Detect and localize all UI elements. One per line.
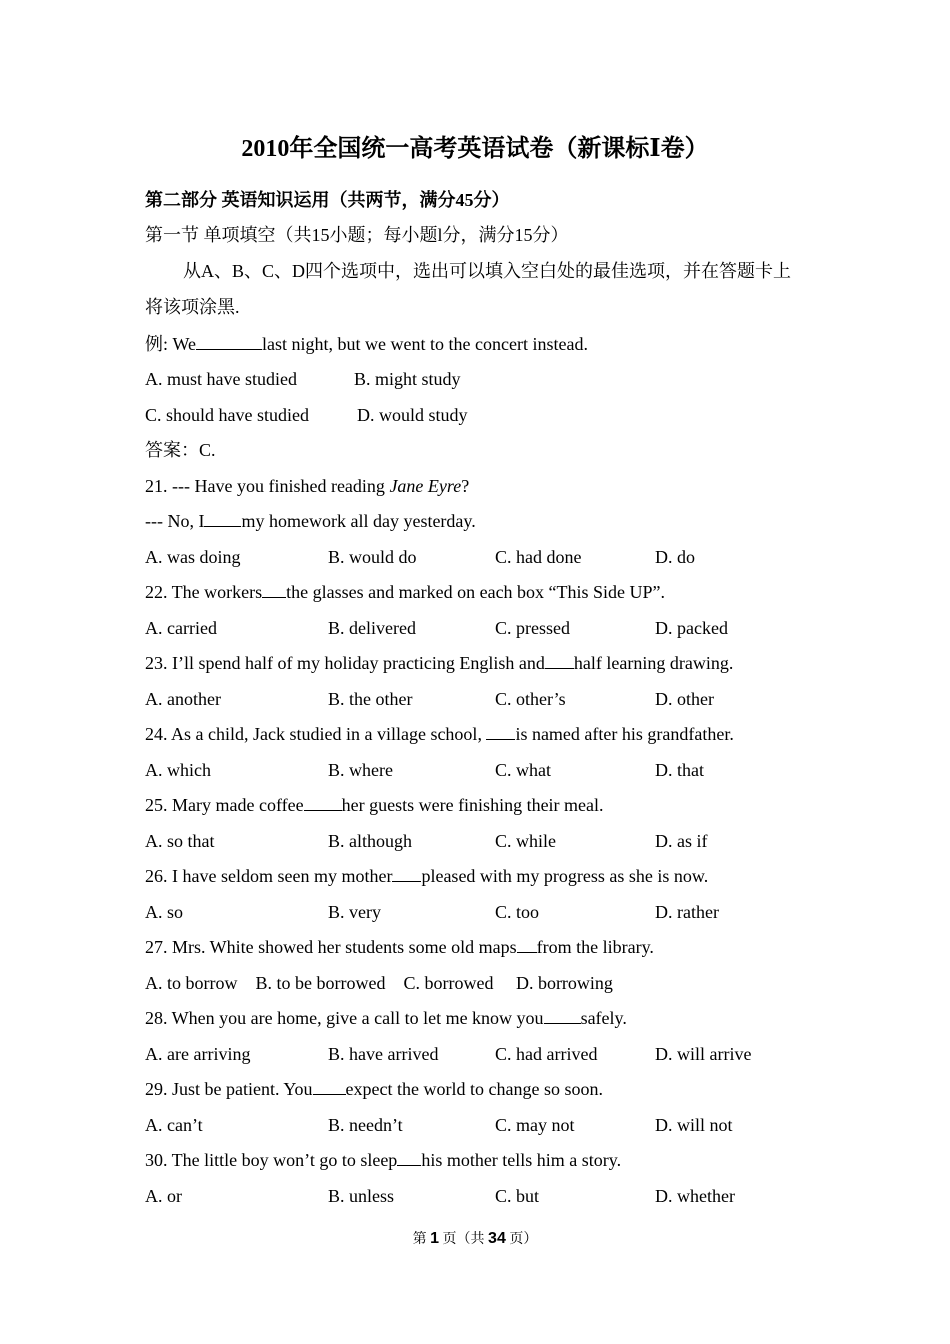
answer-blank: [544, 1005, 581, 1024]
question-29-stem: [145, 1076, 603, 1102]
option-a: A. another: [145, 689, 221, 709]
question-23-after: half learning drawing.: [573, 653, 734, 673]
option-b: B. the other: [328, 689, 413, 709]
option-d: D. that: [655, 760, 704, 780]
answer-blank: [196, 331, 262, 350]
question-23-stem: [145, 650, 733, 676]
answer-blank: [304, 792, 342, 811]
question-25-after: her guests were finishing their meal.: [341, 795, 604, 815]
page-number: 1: [430, 1230, 440, 1247]
option-b: B. have arrived: [328, 1044, 439, 1064]
question-27-options: A. to borrow B. to be borrowed C. borrowed D. borrowing: [145, 973, 613, 993]
example-stem: [145, 331, 588, 357]
page-title: 2010年全国统一高考英语试卷（新课标Ⅰ卷）: [241, 136, 709, 162]
option-a: A. so that: [145, 831, 215, 851]
option-b: B. very: [328, 902, 381, 922]
question-27-stem: [145, 934, 654, 960]
option-a: A. was doing: [145, 547, 241, 567]
question-30-before: 30. The little boy won’t go to sleep: [145, 1150, 398, 1170]
question-22-after: the glasses and marked on each box “This Side UP”.: [286, 582, 666, 602]
option-d: D. rather: [655, 902, 719, 922]
example-option-b: B. might study: [354, 369, 461, 389]
question-21-stem: [145, 473, 469, 499]
question-21-text: 21. --- Have you finished reading: [145, 476, 390, 496]
option-d: D. will not: [655, 1115, 733, 1135]
section-heading: 第一节 单项填空（共15小题；每小题l分，满分15分）: [145, 225, 569, 245]
answer-blank: [262, 579, 286, 598]
example-option-a: A. must have studied: [145, 369, 297, 389]
question-22-before: 22. The workers: [145, 582, 263, 602]
footer-text: 页（共: [439, 1232, 489, 1247]
option-c: C. had done: [495, 547, 582, 567]
question-21-response-before: --- No, I: [145, 511, 205, 531]
option-c: C. while: [495, 831, 556, 851]
option-c: C. pressed: [495, 618, 570, 638]
question-30-stem: [145, 1147, 621, 1173]
question-26-stem: [145, 863, 708, 889]
option-b: B. needn’t: [328, 1115, 403, 1135]
question-28-stem: [145, 1005, 627, 1031]
option-c: C. too: [495, 902, 540, 922]
answer-blank: [397, 1147, 421, 1166]
part-heading: 第二部分 英语知识运用（共两节，满分45分）: [145, 190, 510, 210]
question-28-after: safely.: [580, 1008, 627, 1028]
question-21-response-after: my homework all day yesterday.: [241, 511, 476, 531]
option-c: C. other’s: [495, 689, 566, 709]
option-a: A. so: [145, 902, 184, 922]
page-total: 34: [488, 1230, 506, 1247]
answer-blank: [313, 1076, 346, 1095]
option-d: D. do: [655, 547, 695, 567]
question-24-before: 24. As a child, Jack studied in a village school,: [145, 724, 487, 744]
option-a: A. or: [145, 1186, 182, 1206]
answer-blank: [204, 508, 241, 527]
option-b: B. although: [328, 831, 412, 851]
question-25-before: 25. Mary made coffee: [145, 795, 304, 815]
option-a: A. can’t: [145, 1115, 203, 1135]
question-22-stem: [145, 579, 665, 605]
option-b: B. where: [328, 760, 393, 780]
example-stem-after: last night, but we went to the concert instead.: [262, 334, 588, 354]
footer-text: 页）: [505, 1232, 538, 1247]
question-29-after: expect the world to change so soon.: [345, 1079, 603, 1099]
option-d: D. packed: [655, 618, 728, 638]
question-25-stem: [145, 792, 604, 818]
answer-blank: [392, 863, 421, 882]
instructions-line-2: 将该项涂黑.: [145, 297, 240, 317]
question-23-before: 23. I’ll spend half of my holiday practicing English and: [145, 653, 545, 673]
question-28-before: 28. When you are home, give a call to let me know you: [145, 1008, 544, 1028]
footer-text: 第: [412, 1232, 431, 1247]
example-answer: 答案：C.: [145, 440, 216, 460]
question-26-after: pleased with my progress as she is now.: [421, 866, 709, 886]
option-c: C. had arrived: [495, 1044, 598, 1064]
option-a: A. which: [145, 760, 211, 780]
option-b: B. delivered: [328, 618, 416, 638]
page-footer: [0, 1228, 950, 1251]
option-d: D. will arrive: [655, 1044, 752, 1064]
option-c: C. may not: [495, 1115, 575, 1135]
question-26-before: 26. I have seldom seen my mother: [145, 866, 393, 886]
option-b: B. would do: [328, 547, 417, 567]
question-27-after: from the library.: [536, 937, 654, 957]
option-d: D. as if: [655, 831, 708, 851]
answer-blank: [545, 650, 574, 669]
instructions-line-1: 从A、B、C、D四个选项中，选出可以填入空白处的最佳选项，并在答题卡上: [183, 261, 792, 281]
question-24-after: is named after his grandfather.: [515, 724, 734, 744]
question-24-stem: [145, 721, 734, 747]
option-c: C. but: [495, 1186, 540, 1206]
example-option-c: C. should have studied: [145, 405, 309, 425]
example-stem-before: 例: We: [145, 334, 197, 354]
question-21-punct: ?: [461, 476, 470, 496]
answer-blank: [517, 934, 537, 953]
question-27-before: 27. Mrs. White showed her students some old maps: [145, 937, 517, 957]
question-30-after: his mother tells him a story.: [421, 1150, 622, 1170]
example-option-d: D. would study: [357, 405, 468, 425]
option-d: D. whether: [655, 1186, 735, 1206]
option-d: D. other: [655, 689, 714, 709]
question-29-before: 29. Just be patient. You: [145, 1079, 313, 1099]
book-title: Jane Eyre: [389, 476, 462, 496]
option-a: A. carried: [145, 618, 217, 638]
option-b: B. unless: [328, 1186, 395, 1206]
option-a: A. are arriving: [145, 1044, 251, 1064]
answer-blank: [486, 721, 515, 740]
option-c: C. what: [495, 760, 551, 780]
question-21-response: [145, 508, 476, 534]
